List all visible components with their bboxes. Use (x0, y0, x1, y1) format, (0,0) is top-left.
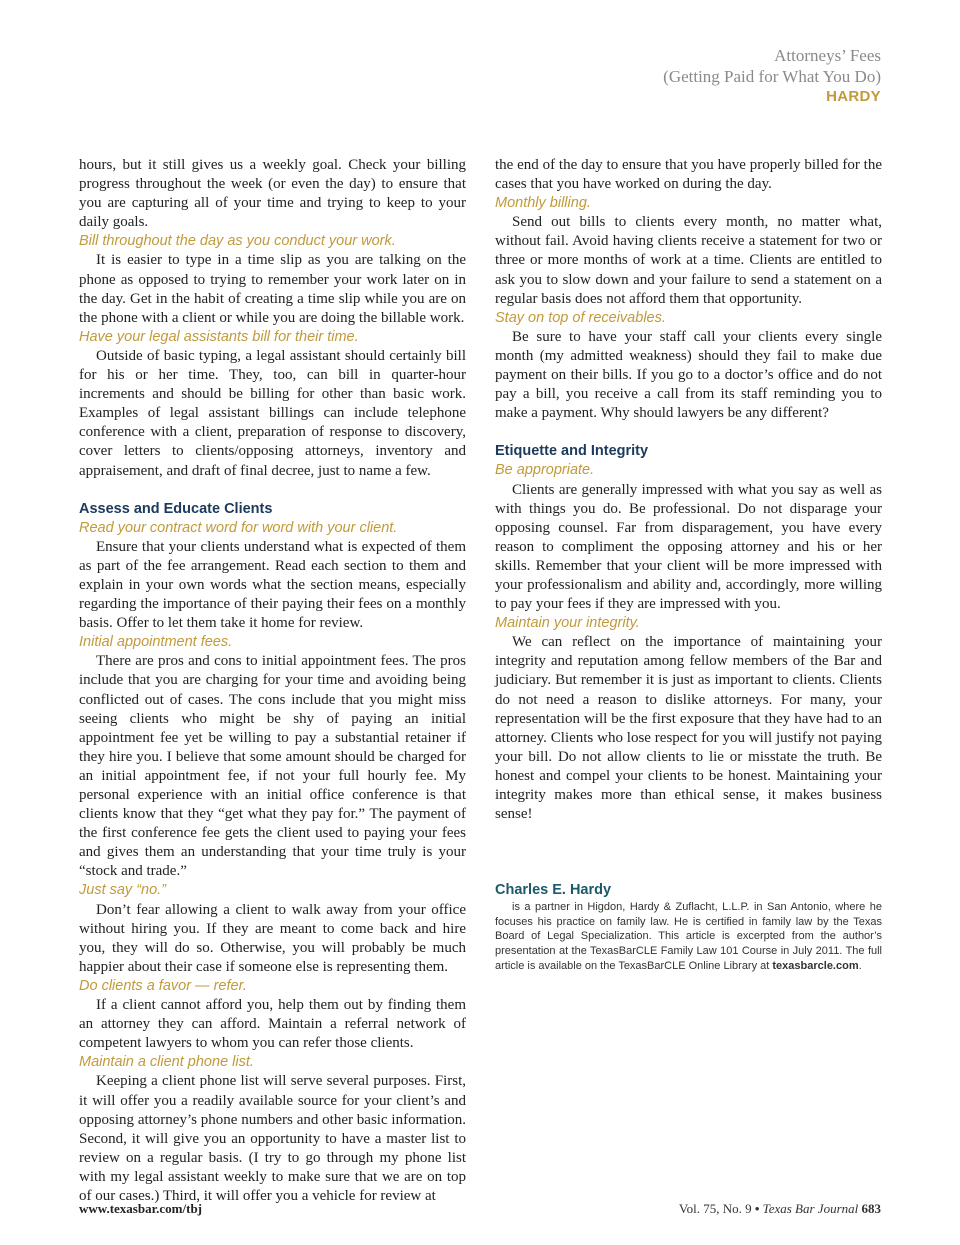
section-heading: Assess and Educate Clients (79, 500, 273, 517)
paragraph: Send out bills to clients every month, no matter what, without fail. Avoid having clients receive a statement for two or three or more months of work at a time. Clients are entitled to ask you to slow down and your failure to send a statement on a regular basis does not afford them that opportunity. (495, 214, 882, 307)
author-bio (495, 900, 882, 973)
page-number: 683 (861, 1201, 881, 1216)
running-head-subtitle: (Getting Paid for What You Do) (663, 66, 881, 86)
subheading: Do clients a favor — refer. (79, 977, 247, 994)
paragraph: Clients are generally impressed with what you say as well as with things you do. Be professional. Do not disparage your opposing counsel. Far from disparagement, you have every reason to compliment the opposing attorney and his or her skills. Remember that your client will be more impressed with your professionalism and ability and, accordingly, more willing to pay your fees if they are impressed with you. (495, 481, 882, 613)
left-column (79, 156, 466, 1206)
bio-link[interactable]: texasbarcle.com (772, 959, 859, 972)
subheading: Monthly billing. (495, 195, 591, 212)
paragraph: It is easier to type in a time slip as you are talking on the phone as opposed to trying to remember your work later on in the day. Get in the habit of creating a time slip while you are on the phone with a client or while you are doing the billable work. (79, 252, 466, 326)
paragraph: Outside of basic typing, a legal assistant should certainly bill for his or her time. They, too, can bill in quarter-hour increments and should be billing for other than basic work. Examples of legal assistant billings can include telephone conference with a client, preparation of response to discovery, cover letters to clients/opposing attorneys, inventory and appraisement, and draft of final decree, just to name a few. (79, 347, 466, 479)
running-head (663, 46, 881, 108)
right-column (495, 156, 882, 973)
footer-bullet: • (754, 1201, 760, 1216)
subheading: Be appropriate. (495, 462, 595, 479)
subheading: Just say “no.” (79, 882, 167, 899)
paragraph: Ensure that your clients understand what is expected of them as part of the fee arrangement. Read each section to them and explain in your own words what the section means, especially regarding the importance of their paying their fees on a monthly basis. Offer to let them take it home for review. (79, 538, 466, 632)
footer-issue (679, 1201, 881, 1217)
subheading: Maintain a client phone list. (79, 1054, 254, 1071)
paragraph: Keeping a client phone list will serve several purposes. First, it will offer you a readily available source for your client’s and opposing attorney’s phone numbers and other basic information. Second, it will give you an opportunity to have a master list to review on a regular basis. (I try to go through my phone list with my legal assistant weekly to make sure that we are on top of our cases.) Third, it will offer you a vehicle for review at (79, 1073, 466, 1204)
paragraph: We can reflect on the importance of maintaining your integrity and reputation among fellow members of the Bar and judiciary. But remember it is just as important to clients. Clients do not need a reason to dislike attorneys. For many, your representation will be the first exposure that they have had to an attorney. Clients who lose respect for you will justify not paying your bill. Do not allow clients to lie or misstate the truth. Be honest and compel your clients to be honest. Maintaining your integrity makes more than ethical sense, it makes business sense! (495, 634, 882, 823)
paragraph: If a client cannot afford you, help them out by finding them an attorney they can afford. Maintain a referral network of competent lawyers to whom you can refer those clients. (79, 997, 466, 1052)
footer-url[interactable]: www.texasbar.com/tbj (79, 1201, 203, 1216)
subheading: Initial appointment fees. (79, 634, 233, 651)
paragraph: hours, but it still gives us a weekly goal. Check your billing progress throughout the week (or even the day) to ensure that you are capturing all of your time and trying to keep to your daily goals. (79, 157, 466, 231)
paragraph: the end of the day to ensure that you have properly billed for the cases that you have worked on during the day. (495, 157, 882, 193)
subheading: Bill throughout the day as you conduct your work. (79, 233, 396, 250)
footer-volume: Vol. 75, No. 9 (678, 1201, 752, 1216)
subheading: Maintain your integrity. (495, 615, 640, 632)
paragraph: Be sure to have your staff call your clients every single month (my admitted weakness) should they fail to make due payment on their bills. If you go to a doctor’s office and do not pay a bill, you receive a call from its staff reminding you to make a payment. Why should lawyers be any different? (495, 328, 882, 422)
running-head-title: Attorneys’ Fees (774, 46, 881, 65)
footer-journal: Texas Bar Journal (762, 1201, 859, 1216)
subheading: Stay on top of receivables. (495, 309, 666, 326)
bio-period: . (858, 959, 862, 972)
author-name: Charles E. Hardy (495, 882, 612, 899)
paragraph: Don’t fear allowing a client to walk away from your office without hiring you. If they are meant to come back and hire you, they will do so. Otherwise, you will probably be much happier about their case if someone else is representing them. (79, 901, 466, 975)
subheading: Read your contract word for word with your client. (79, 519, 398, 536)
author-bio-text: is a partner in Higdon, Hardy & Zuflacht, L.L.P. in San Antonio, where he focuses his practice on family law. He is certified in family law by the Texas Board of Legal Specialization. This article is excerpted from the author’s presentation at the TexasBarCLE Family Law 101 Course in July 2011. The full article is available on the TexasBarCLE Online Library at (495, 901, 882, 972)
running-head-author: HARDY (826, 88, 881, 105)
section-heading: Etiquette and Integrity (495, 443, 649, 460)
paragraph: There are pros and cons to initial appointment fees. The pros include that you are charging for your time and avoiding being conflicted out of cases. The cons include that you might miss seeing clients who might be shy of paying an initial appointment fee yet be willing to pay a substantial retainer if they hire you. I believe that some amount should be charged for an initial appointment fee, if not your full hourly fee. My personal experience with an initial office conference is that clients know that they “get what they pay for.” The payment of the first conference fee gets the client used to paying your fees and gives them an understanding that your time truly is your “stock and trade.” (79, 653, 466, 880)
subheading: Have your legal assistants bill for their time. (79, 328, 359, 345)
